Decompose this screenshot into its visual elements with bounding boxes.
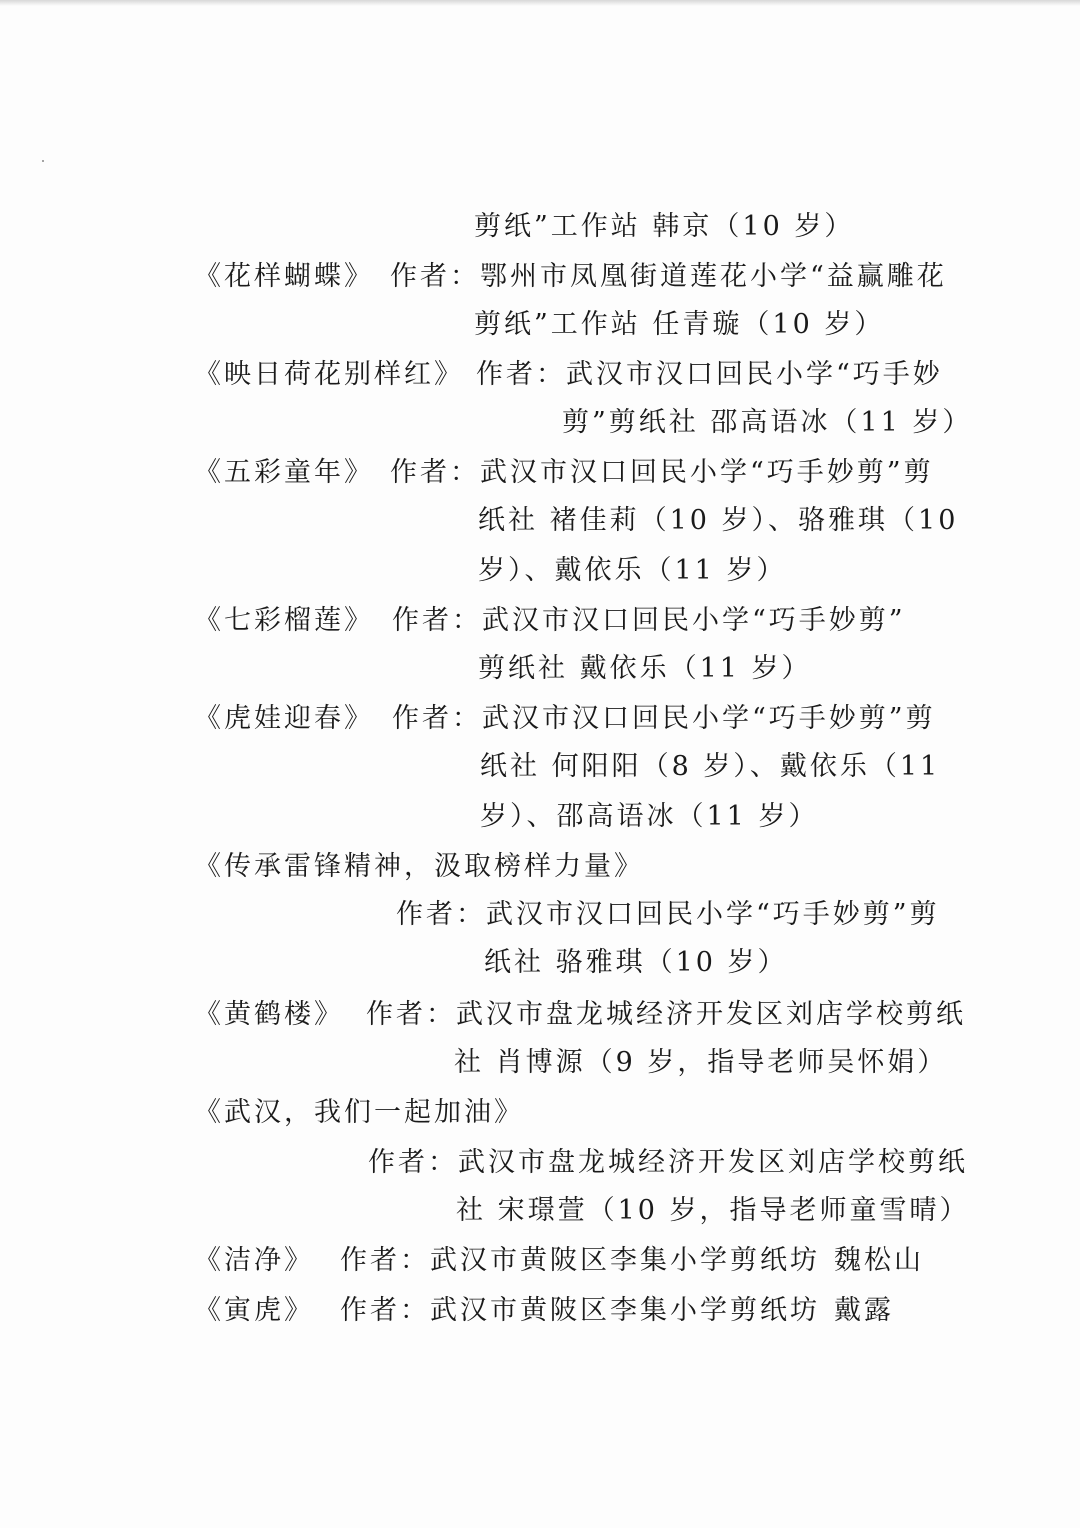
entry-author: 作者：武汉市汉口回民小学“巧手妙剪” — [392, 605, 906, 636]
scan-speck — [42, 160, 44, 162]
work-title: 《虎娃迎春》 — [194, 703, 374, 734]
work-title: 《洁净》 — [194, 1245, 314, 1276]
work-title: 《七彩榴莲》 — [194, 605, 374, 636]
entry-line: 岁）、邵高语冰（11 岁） — [480, 801, 819, 832]
entry-author: 作者：武汉市盘龙城经济开发区刘店学校剪纸 — [366, 999, 966, 1030]
entry-author: 作者：武汉市盘龙城经济开发区刘店学校剪纸 — [368, 1147, 968, 1178]
work-title: 《黄鹤楼》 — [194, 999, 344, 1030]
entry-line: 社 宋璟萱（10 岁，指导老师童雪晴） — [456, 1195, 970, 1226]
entry-line: 纸社 骆雅琪（10 岁） — [484, 947, 788, 978]
entry-author: 作者：武汉市黄陂区李集小学剪纸坊 — [340, 1295, 820, 1326]
entry-author: 作者：武汉市黄陂区李集小学剪纸坊 — [340, 1245, 820, 1276]
entry-line: 纸社 何阳阳（8 岁）、戴依乐（11 — [480, 751, 941, 782]
entry-line: 岁）、戴依乐（11 岁） — [478, 555, 787, 586]
entry-line: 社 肖博源（9 岁，指导老师吴怀娟） — [454, 1047, 948, 1078]
scan-edge — [0, 0, 1080, 6]
work-title: 《传承雷锋精神，汲取榜样力量》 — [194, 851, 644, 882]
entry-line: 戴露 — [834, 1295, 894, 1326]
entry-line: 剪纸社 戴依乐（11 岁） — [478, 653, 812, 684]
entry-author: 作者：武汉市汉口回民小学“巧手妙剪”剪 — [396, 899, 940, 930]
work-title: 《五彩童年》 — [194, 457, 374, 488]
entry-author: 作者：武汉市汉口回民小学“巧手妙 — [476, 359, 943, 390]
entry-author: 作者：武汉市汉口回民小学“巧手妙剪”剪 — [392, 703, 936, 734]
work-title: 《映日荷花别样红》 — [194, 359, 464, 390]
entry-line: 剪”剪纸社 邵高语冰（11 岁） — [562, 407, 973, 438]
entry-author: 作者：鄂州市凤凰街道莲花小学“益赢雕花 — [390, 261, 947, 292]
work-title: 《武汉，我们一起加油》 — [194, 1097, 524, 1128]
work-title: 《花样蝴蝶》 — [194, 261, 374, 292]
entry-line: 剪纸”工作站 任青璇（10 岁） — [474, 309, 885, 340]
entry-line: 纸社 褚佳莉（10 岁）、骆雅琪（10 — [478, 505, 959, 536]
work-title: 《寅虎》 — [194, 1295, 314, 1326]
entry-author: 作者：武汉市汉口回民小学“巧手妙剪”剪 — [390, 457, 934, 488]
entry-line: 剪纸”工作站 韩京（10 岁） — [474, 211, 855, 242]
entry-line: 魏松山 — [834, 1245, 924, 1276]
